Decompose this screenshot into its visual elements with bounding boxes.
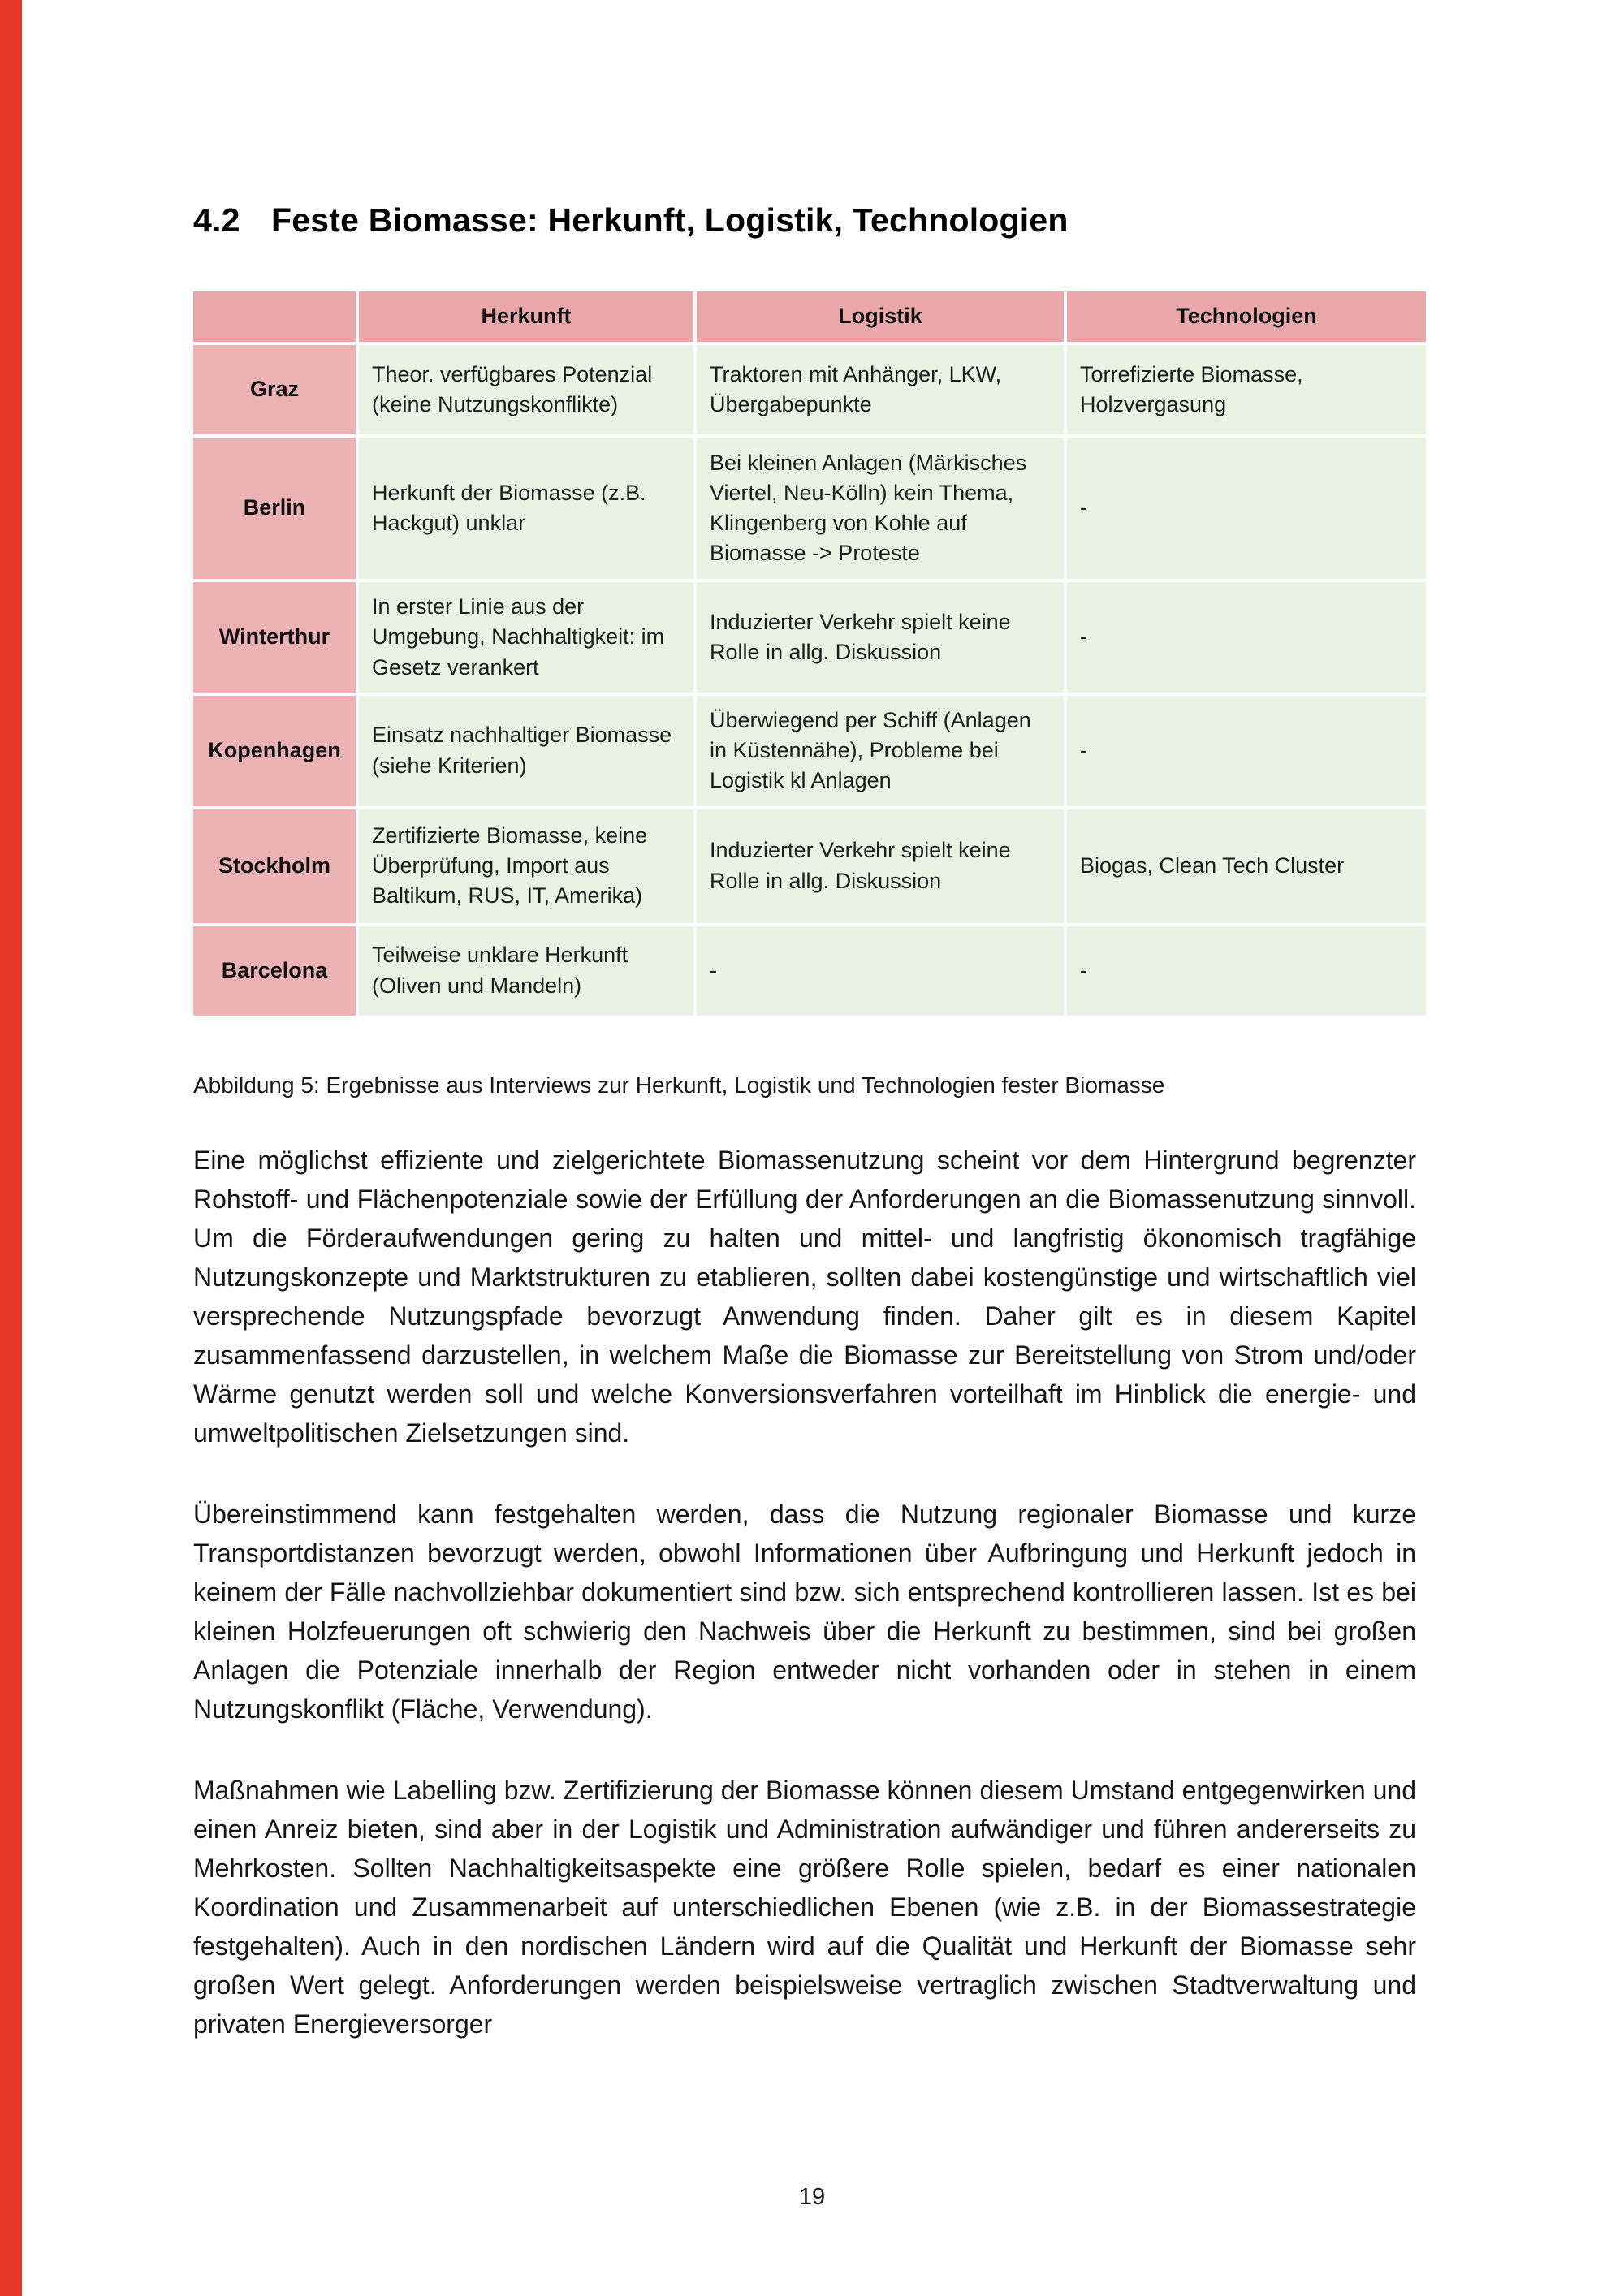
table-row-kopenhagen [193, 696, 1426, 806]
cell-graz-technologien: Torrefizierte Biomasse, Holzvergasung [1067, 345, 1426, 434]
table-row-graz [193, 345, 1426, 434]
row-label-graz: Graz [193, 345, 356, 434]
cell-stockholm-logistik: Induzierter Verkehr spielt keine Rolle in allg. Diskussion [697, 809, 1064, 923]
page-edge-stripe [0, 0, 22, 2296]
cell-barcelona-technologien: - [1067, 926, 1426, 1016]
cell-winterthur-herkunft: In erster Linie aus der Umgebung, Nachhaltigkeit: im Gesetz verankert [359, 582, 693, 693]
row-label-berlin: Berlin [193, 438, 356, 579]
header-cell-empty [193, 291, 356, 342]
table-row-winterthur [193, 582, 1426, 693]
page-content [193, 201, 1416, 2044]
cell-graz-logistik: Traktoren mit Anhänger, LKW, Übergabepunkte [697, 345, 1064, 434]
section-title: Feste Biomasse: Herkunft, Logistik, Technologien [271, 201, 1069, 239]
cell-graz-herkunft: Theor. verfügbares Potenzial (keine Nutzungskonflikte) [359, 345, 693, 434]
row-label-stockholm: Stockholm [193, 809, 356, 923]
cell-berlin-logistik: Bei kleinen Anlagen (Märkisches Viertel, Neu-Kölln) kein Thema, Klingenberg von Kohle auf Biomasse -> Proteste [697, 438, 1064, 579]
row-label-kopenhagen: Kopenhagen [193, 696, 356, 806]
biomass-results-table [190, 288, 1429, 1019]
cell-winterthur-technologien: - [1067, 582, 1426, 693]
section-number: 4.2 [193, 201, 240, 239]
cell-barcelona-logistik: - [697, 926, 1064, 1016]
section-heading [193, 201, 1416, 240]
row-label-winterthur: Winterthur [193, 582, 356, 693]
page-number: 19 [798, 2184, 826, 2210]
cell-kopenhagen-technologien: - [1067, 696, 1426, 806]
table-row-stockholm [193, 809, 1426, 923]
cell-stockholm-technologien: Biogas, Clean Tech Cluster [1067, 809, 1426, 923]
cell-barcelona-herkunft: Teilweise unklare Herkunft (Oliven und Mandeln) [359, 926, 693, 1016]
header-cell-herkunft: Herkunft [359, 291, 693, 342]
table-header-row [193, 291, 1426, 342]
header-cell-technologien: Technologien [1067, 291, 1426, 342]
cell-berlin-technologien: - [1067, 438, 1426, 579]
cell-berlin-herkunft: Herkunft der Biomasse (z.B. Hackgut) unklar [359, 438, 693, 579]
paragraph-2: Übereinstimmend kann festgehalten werden, dass die Nutzung regionaler Biomasse und kurze Transportdistanzen bevorzugt werden, obwohl Informationen über Aufbringung und Herkunft jedoch in keinem der Fälle nachvollziehbar dokumentiert sind bzw. sich entsprechend kontrollieren lassen. Ist es bei kleinen Holzfeuerungen oft schwierig den Nachweis über die Herkunft zu bestimmen, sind bei großen Anlagen die Potenziale innerhalb der Region entweder nicht vorhanden oder in stehen in einem Nutzungskonflikt (Fläche, Verwendung). [193, 1499, 1416, 1724]
paragraph-1: Eine möglichst effiziente und zielgerichtete Biomassenutzung scheint vor dem Hintergrund begrenzter Rohstoff- und Flächenpotenziale sowie der Erfüllung der Anforderungen an die Biomassenutzung sinnvoll. Um die Förderaufwendungen gering zu halten und mittel- und langfristig ökonomisch tragfähige Nutzungskonzepte und Marktstrukturen zu etablieren, sollten dabei kostengünstige und wirtschaftlich viel versprechende Nutzungspfade bevorzugt Anwendung finden. Daher gilt es in diesem Kapitel zusammenfassend darzustellen, in welchem Maße die Biomasse zur Bereitstellung von Strom und/oder Wärme genutzt werden soll und welche Konversionsverfahren vorteilhaft im Hinblick die energie- und umweltpolitischen Zielsetzungen sind. [193, 1145, 1416, 1448]
paragraph-3: Maßnahmen wie Labelling bzw. Zertifizierung der Biomasse können diesem Umstand entgegenwirken und einen Anreiz bieten, sind aber in der Logistik und Administration aufwändiger und führen andererseits zu Mehrkosten. Sollten Nachhaltigkeitsaspekte eine größere Rolle spielen, bedarf es einer nationalen Koordination und Zusammenarbeit auf unterschiedlichen Ebenen (wie z.B. in der Biomassestrategie festgehalten). Auch in den nordischen Ländern wird auf die Qualität und Herkunft der Biomasse sehr großen Wert gelegt. Anforderungen werden beispielsweise vertraglich zwischen Stadtverwaltung und privaten Energieversorger [193, 1775, 1416, 2039]
header-cell-logistik: Logistik [697, 291, 1064, 342]
figure-caption: Abbildung 5: Ergebnisse aus Interviews zur Herkunft, Logistik und Technologien fester Biomasse [193, 1072, 1165, 1098]
cell-kopenhagen-herkunft: Einsatz nachhaltiger Biomasse (siehe Kriterien) [359, 696, 693, 806]
row-label-barcelona: Barcelona [193, 926, 356, 1016]
cell-stockholm-herkunft: Zertifizierte Biomasse, keine Überprüfung, Import aus Baltikum, RUS, IT, Amerika) [359, 809, 693, 923]
table-row-berlin [193, 438, 1426, 579]
cell-winterthur-logistik: Induzierter Verkehr spielt keine Rolle in allg. Diskussion [697, 582, 1064, 693]
cell-kopenhagen-logistik: Überwiegend per Schiff (Anlagen in Küstennähe), Probleme bei Logistik kl Anlagen [697, 696, 1064, 806]
table-row-barcelona [193, 926, 1426, 1016]
